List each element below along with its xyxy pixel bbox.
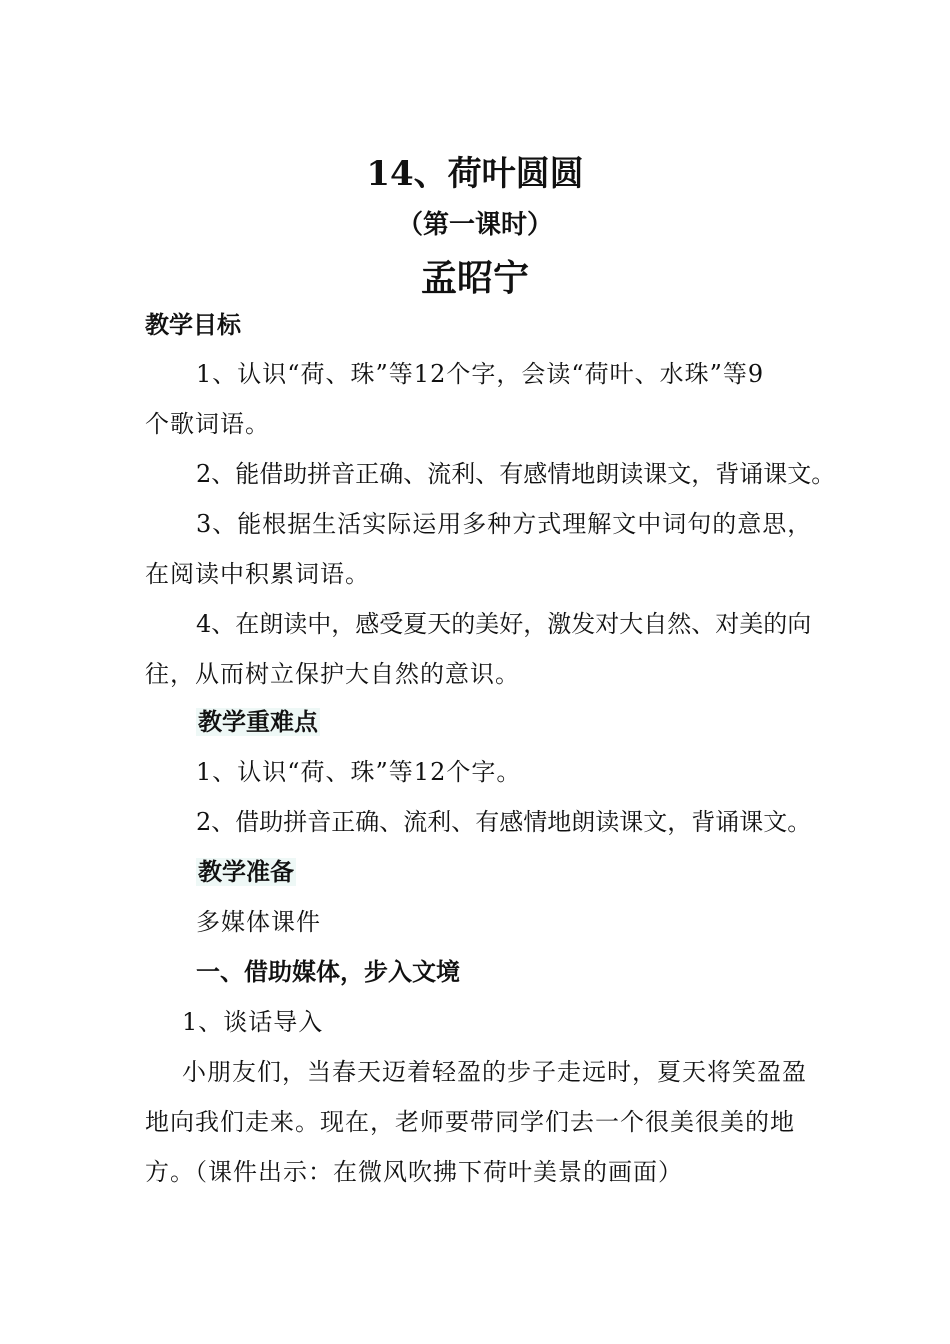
goals-line-2: 个歌词语。 [145, 410, 270, 438]
preparation-line-1: 多媒体课件 [196, 908, 321, 936]
step-one-line-2: 小朋友们，当春天迈着轻盈的步子走远时，夏天将笑盈盈 [182, 1058, 807, 1086]
keypoints-line-2: 2、借助拼音正确、流利、有感情地朗读课文，背诵课文。 [196, 808, 812, 836]
goals-line-1: 1、认识“荷、珠”等12个字，会读“荷叶、水珠”等9 [196, 360, 765, 388]
author-name: 孟昭宁 [420, 257, 529, 299]
lesson-subtitle: （第一课时） [396, 210, 553, 240]
goals-line-5: 在阅读中积累词语。 [145, 560, 370, 588]
keypoints-line-1: 1、认识“荷、珠”等12个字。 [196, 758, 522, 786]
goals-line-3: 2、能借助拼音正确、流利、有感情地朗读课文，背诵课文。 [196, 460, 836, 488]
preparation-heading [196, 855, 296, 889]
preparation-heading-text: 教学准备 [198, 858, 294, 886]
step-one-line-1: 1、谈话导入 [182, 1008, 324, 1036]
keypoints-heading [196, 705, 320, 739]
goals-line-6: 4、在朗读中，感受夏天的美好，激发对大自然、对美的向 [196, 610, 812, 638]
lesson-title: 14、荷叶圆圆 [366, 154, 584, 194]
goals-line-7: 往，从而树立保护大自然的意识。 [145, 660, 520, 688]
step-one-line-3: 地向我们走来。现在，老师要带同学们去一个很美很美的地 [145, 1108, 795, 1136]
keypoints-heading-text: 教学重难点 [198, 708, 318, 736]
goals-line-4: 3、能根据生活实际运用多种方式理解文中词句的意思， [196, 510, 813, 538]
step-one-line-4: 方。（课件出示：在微风吹拂下荷叶美景的画面） [145, 1158, 683, 1186]
step-one-heading: 一、借助媒体，步入文境 [196, 958, 460, 986]
goals-heading: 教学目标 [145, 311, 241, 339]
